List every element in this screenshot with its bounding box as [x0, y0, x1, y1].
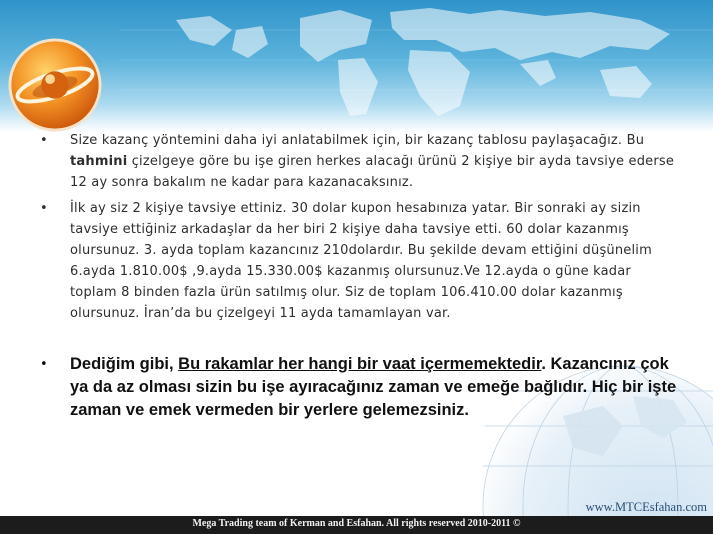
bullet-marker: • [40, 201, 48, 216]
company-logo [6, 36, 104, 134]
bullet-item [40, 198, 680, 324]
bullet-item [40, 130, 680, 193]
bullet-underlined-text: Bu rakamlar her hangi bir vaat içermemektedir [178, 355, 542, 373]
footer-bar [0, 516, 713, 534]
bullet-text: Size kazanç yöntemini daha iyi anlatabilmek için, bir kazanç tablosu paylaşacağız. Bu [70, 133, 645, 148]
website-url: www.MTCEsfahan.com [585, 500, 707, 514]
world-map-graphic [0, 0, 713, 140]
bullet-item [40, 353, 680, 422]
bullet-marker: • [40, 357, 48, 372]
bullet-text: . Kazancınız çok ya da az olması sizin bu işe ayıracağınız zaman ve emeğe bağlıdır. Hiç bir işte zaman ve emek vermeden bir yerlere gelemezsiniz. [70, 355, 677, 419]
footer-copyright: Mega Trading team of Kerman and Esfahan. All rights reserved 2010-2011 © [192, 518, 521, 529]
bullet-text: çizelgeye göre bu işe giren herkes alacağı ürünü 2 kişiye bir ayda tavsiye ederse 12 ay sonra bakalım ne kadar para kazanacaksınız. [70, 154, 675, 190]
slide-content [40, 130, 680, 422]
bullet-text: Dediğim gibi, [70, 355, 179, 373]
bullet-marker: • [40, 133, 48, 148]
bullet-text: İlk ay siz 2 kişiye tavsiye ettiniz. 30 dolar kupon hesabınıza yatar. Bir sonraki ay sizin tavsiye ettiğiniz arkadaşlar da her biri 2 kişiye daha tavsiye etti. 60 dolar kazanmış olursunuz. 3. ayda toplam kazancınız 210dolardır. Bu şekilde devam ettiğini düşünelim 6.ayda 1.810.00$ ,9.ayda 15.330.00$ kazanmış olursunuz.Ve 12.ayda o güne kadar toplam 8 binden fazla ürün satılmış olur. Siz de toplam 106.410.00 dolar kazanmış olursunuz. İran’da bu çizelgeyi 11 ayda tamamlayan var. [70, 201, 652, 321]
bullet-emphasis: tahmini [70, 154, 128, 169]
